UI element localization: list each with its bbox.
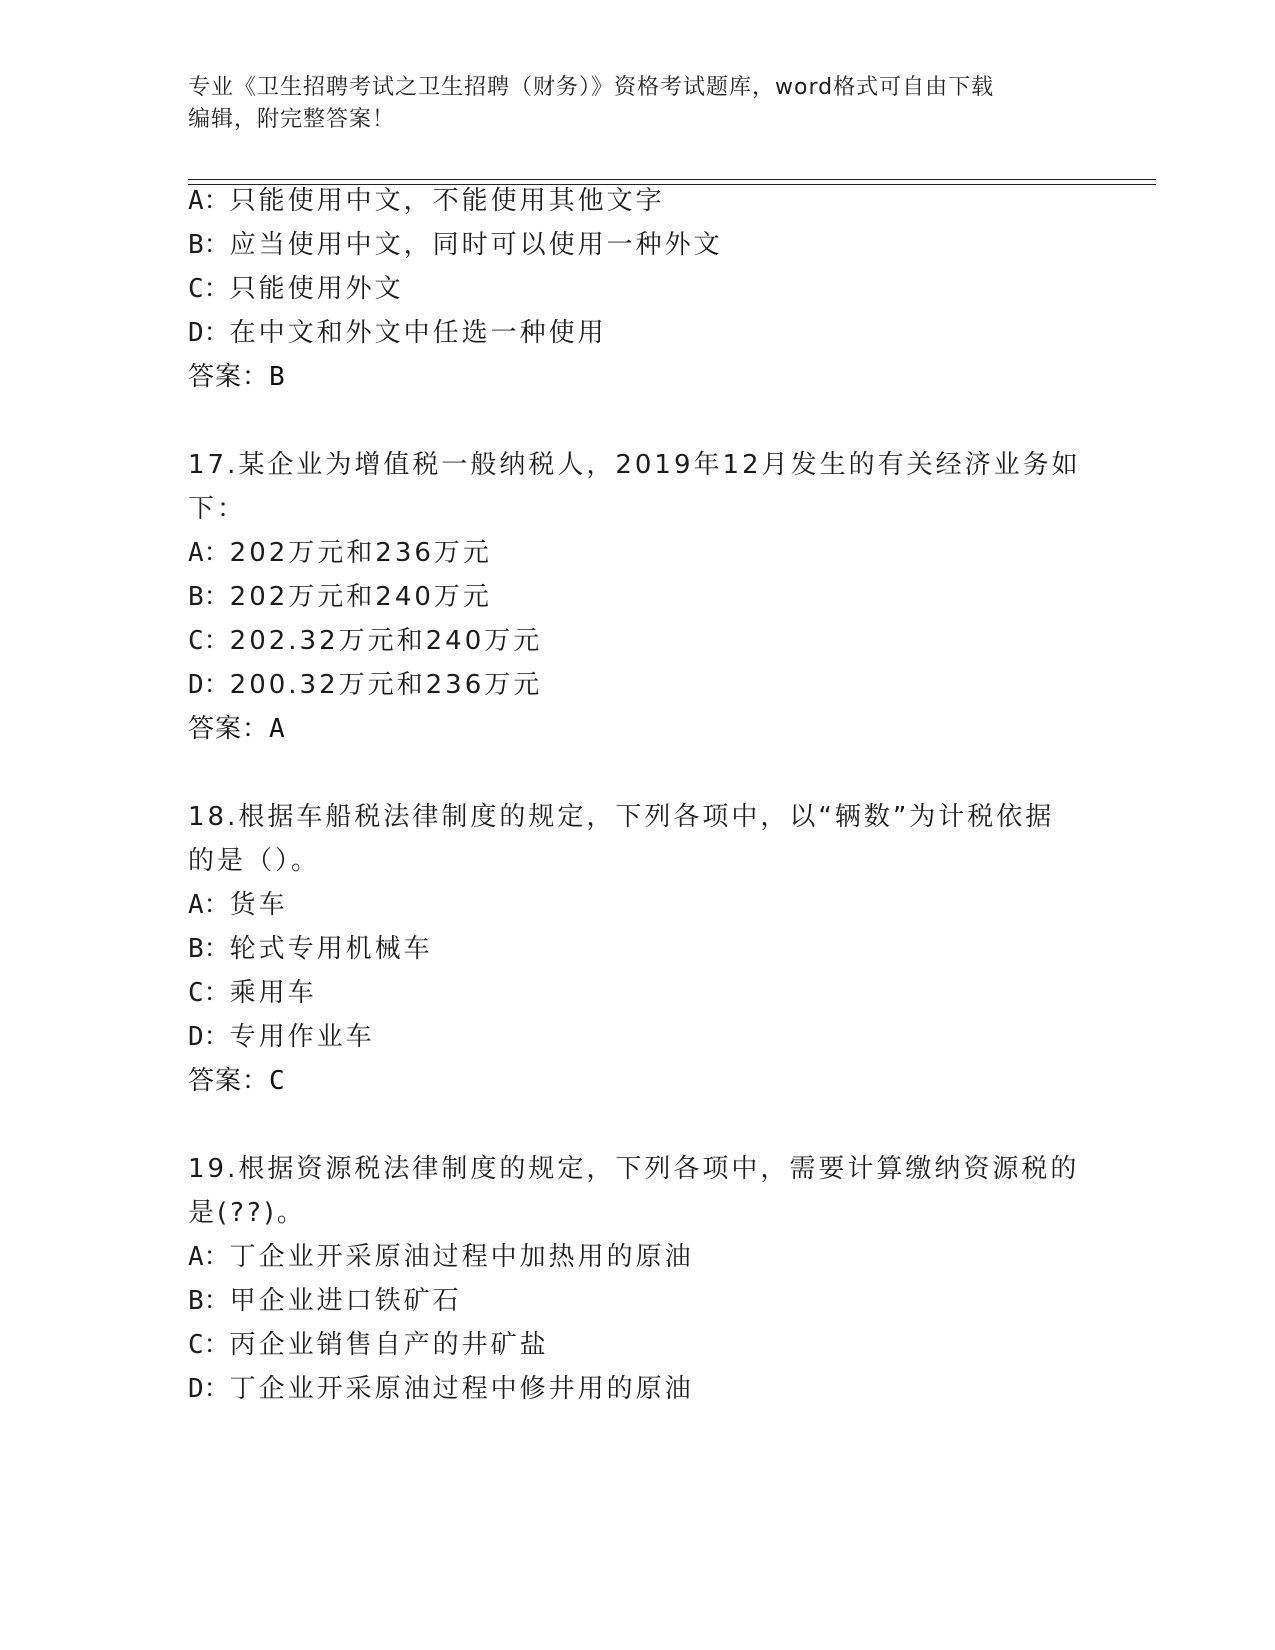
- option-label: A：: [188, 538, 230, 568]
- option-label: B：: [188, 1286, 230, 1316]
- option-text: 轮式专用机械车: [229, 934, 433, 964]
- option-label: A：: [188, 890, 230, 920]
- option-text: 丁企业开采原油过程中修井用的原油: [229, 1374, 694, 1404]
- q18-stem-line-1: 18.根据车船税法律制度的规定，下列各项中，以“辆数”为计税依据: [188, 802, 1055, 832]
- option-text: 202万元和240万元: [229, 582, 492, 612]
- q19-option-a: [188, 1240, 694, 1274]
- header-divider-top: [188, 179, 1156, 180]
- q17-option-c: [188, 624, 542, 658]
- q18-option-a: [188, 888, 288, 922]
- option-label: A：: [188, 1242, 230, 1272]
- option-label: A：: [188, 186, 230, 216]
- answer-label: 答案：: [188, 362, 270, 392]
- option-label: C：: [188, 1330, 230, 1360]
- q17-option-d: [188, 668, 542, 702]
- q17-option-b: [188, 580, 492, 614]
- answer-value: A: [269, 714, 286, 744]
- header-line-2: 编辑，附完整答案！: [188, 107, 396, 132]
- option-text: 202.32万元和240万元: [229, 626, 543, 656]
- option-text: 甲企业进口铁矿石: [229, 1286, 462, 1316]
- option-label: C：: [188, 626, 230, 656]
- q18-option-c: [188, 976, 317, 1010]
- q17-option-a: [188, 536, 492, 570]
- option-text: 202万元和236万元: [229, 538, 492, 568]
- answer-value: C: [269, 1066, 286, 1096]
- q19-stem-line-2: 是(??)。: [188, 1198, 306, 1228]
- option-text: 只能使用中文，不能使用其他文字: [229, 186, 665, 216]
- q18-option-b: [188, 932, 433, 966]
- q16-option-d: [188, 316, 607, 350]
- q16-option-b: [188, 228, 723, 262]
- option-label: D：: [188, 1022, 230, 1052]
- option-label: D：: [188, 1374, 230, 1404]
- option-label: C：: [188, 274, 230, 304]
- answer-value: B: [269, 362, 286, 392]
- option-label: B：: [188, 230, 230, 260]
- option-text: 货车: [229, 890, 288, 920]
- q19-option-d: [188, 1372, 694, 1406]
- header-line-1: 专业《卫生招聘考试之卫生招聘（财务）》资格考试题库，word格式可自由下载: [188, 75, 995, 100]
- option-text: 200.32万元和236万元: [229, 670, 543, 700]
- q19-stem-line-1: 19.根据资源税法律制度的规定，下列各项中，需要计算缴纳资源税的: [188, 1154, 1080, 1184]
- q17-answer: [188, 712, 286, 746]
- q17-stem-line-1: 17.某企业为增值税一般纳税人，2019年12月发生的有关经济业务如: [188, 450, 1081, 480]
- q16-answer: [188, 360, 286, 394]
- option-text: 乘用车: [229, 978, 317, 1008]
- option-text: 专用作业车: [229, 1022, 375, 1052]
- option-text: 丙企业销售自产的井矿盐: [229, 1330, 549, 1360]
- option-text: 在中文和外文中任选一种使用: [229, 318, 607, 348]
- option-label: B：: [188, 582, 230, 612]
- q16-option-c: [188, 272, 404, 306]
- q18-option-d: [188, 1020, 375, 1054]
- option-label: C：: [188, 978, 230, 1008]
- option-label: B：: [188, 934, 230, 964]
- option-text: 应当使用中文，同时可以使用一种外文: [229, 230, 723, 260]
- option-text: 丁企业开采原油过程中加热用的原油: [229, 1242, 694, 1272]
- q18-answer: [188, 1064, 286, 1098]
- q19-option-b: [188, 1284, 462, 1318]
- q16-option-a: [188, 184, 665, 218]
- q18-stem-line-2: 的是（）。: [188, 846, 321, 876]
- q17-stem-line-2: 下：: [188, 494, 247, 524]
- answer-label: 答案：: [188, 714, 270, 744]
- document-header: [188, 72, 1068, 136]
- answer-label: 答案：: [188, 1066, 270, 1096]
- option-label: D：: [188, 670, 230, 700]
- option-label: D：: [188, 318, 230, 348]
- q19-option-c: [188, 1328, 549, 1362]
- option-text: 只能使用外文: [229, 274, 404, 304]
